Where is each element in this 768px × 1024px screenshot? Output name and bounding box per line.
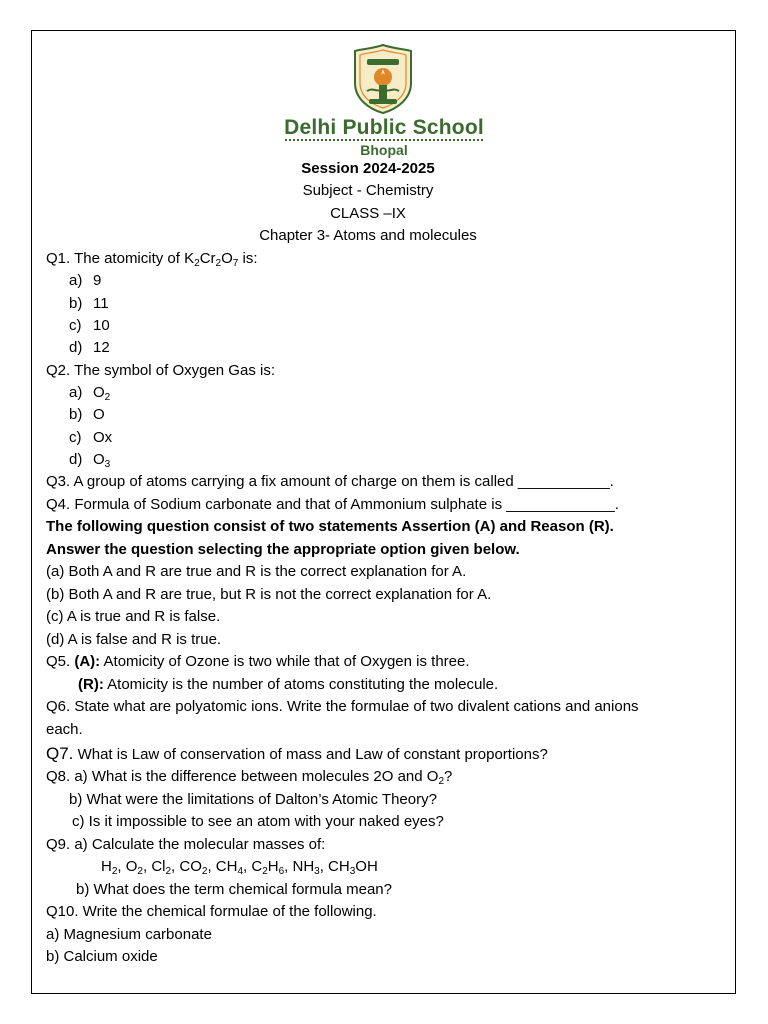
formula: , O [117,858,138,875]
question-3: Q3. A group of atoms carrying a fix amount of charge on them is called ___________. [46,473,614,490]
formula: OH [355,858,378,875]
school-logo-icon [353,43,413,115]
option-text: Ox [93,429,113,446]
reason-text: Atomicity is the number of atoms constituting the molecule. [103,676,499,693]
school-name-underline [285,139,483,141]
question-9b: b) What does the term chemical formula mean? [76,881,392,898]
class-title: CLASS –IX [330,205,406,222]
formula: , CO [171,858,202,875]
q2-option-a [69,384,111,403]
subscript: 4 [237,866,244,877]
subscript: 2 [111,866,118,877]
question-10a: a) Magnesium carbonate [46,926,212,943]
formula-base: O [93,451,105,468]
ar-instruction-line-2: Answer the question selecting the appropriate option given below. [46,541,520,558]
option-text [93,384,110,401]
q8a-text-end: ? [444,768,453,785]
reason-tag: (R): [78,676,104,693]
question-6-line-1: Q6. State what are polyatomic ions. Write the formulae of two divalent cations and anions [46,698,639,715]
question-8b: b) What were the limitations of Dalton’s Atomic Theory? [69,791,437,808]
option-text: 12 [93,339,110,356]
school-name: Delhi Public School [284,116,484,139]
school-city: Bhopal [360,142,408,158]
subscript: 3 [104,459,111,470]
formula: , NH [284,858,315,875]
q2-option-b [69,406,105,423]
formula-base: O [93,384,105,401]
option-letter: c) [69,429,82,446]
option-letter: d) [69,451,83,468]
ar-option-b: (b) Both A and R are true, but R is not the correct explanation for A. [46,586,492,603]
question-9a: Q9. a) Calculate the molecular masses of: [46,836,326,853]
q1-option-a [69,272,102,289]
option-text: 11 [93,295,109,312]
question-10b: b) Calcium oxide [46,948,158,965]
q2-option-c [69,429,113,446]
question-6-line-2: each. [46,721,83,738]
subject-title: Subject - Chemistry [302,182,434,199]
question-4: Q4. Formula of Sodium carbonate and that of Ammonium sulphate is _____________. [46,496,619,513]
subscript: 2 [165,866,172,877]
q1-formula-part: Cr [199,250,216,267]
question-5-assertion [46,653,470,670]
subscript: 2 [262,866,268,877]
question-8a [46,768,452,785]
question-2: Q2. The symbol of Oxygen Gas is: [46,362,275,379]
session-title: Session 2024-2025 [301,160,435,177]
subscript: 2 [137,866,143,877]
option-letter: c) [69,317,82,334]
question-7 [46,744,548,764]
ar-option-d: (d) A is false and R is true. [46,631,222,648]
q1-option-b [69,295,109,312]
option-letter: b) [69,295,83,312]
subscript: 3 [314,866,320,877]
ar-option-a: (a) Both A and R are true and R is the correct explanation for A. [46,563,467,580]
question-5-reason [78,676,498,693]
subscript: 2 [201,866,208,877]
option-letter: d) [69,339,83,356]
q7-label: Q7. [46,744,74,763]
assertion-tag: (A): [74,653,101,670]
option-letter: b) [69,406,83,423]
formula: H [267,858,279,875]
subscript: 2 [438,776,444,787]
q1-text: Q1. The atomicity of K [46,250,195,267]
question-1 [46,250,257,267]
q2-option-d [69,451,111,470]
formula: , CH [319,858,350,875]
question-10: Q10. Write the chemical formulae of the following. [46,903,377,920]
formula: H [101,858,112,875]
q1-text-end: is: [238,250,258,267]
option-text [93,451,110,468]
option-text: 10 [93,317,110,334]
ar-instruction-line-1: The following question consist of two statements Assertion (A) and Reason (R). [46,518,614,535]
q5-label: Q5. [46,653,75,670]
chapter-title: Chapter 3- Atoms and molecules [259,227,477,244]
q7-text: What is Law of conservation of mass and Law of constant proportions? [73,746,548,763]
q1-option-d [69,339,110,356]
subscript: 2 [215,258,222,269]
formula: , C [243,858,263,875]
formula: , CH [207,858,238,875]
q1-option-c [69,317,110,334]
q8a-text: Q8. a) What is the difference between molecules 2O and O [46,768,439,785]
option-text: 9 [93,272,102,289]
option-letter: a) [69,384,83,401]
q1-formula-part: O [221,250,233,267]
subscript: 3 [349,866,356,877]
subscript: 2 [104,392,111,403]
subscript: 7 [232,258,239,269]
formula-list [101,858,378,875]
subscript: 6 [278,866,285,877]
question-8c: c) Is it impossible to see an atom with your naked eyes? [72,813,444,830]
option-text: O [93,406,105,423]
subscript: 2 [194,258,200,269]
assertion-text: Atomicity of Ozone is two while that of Oxygen is three. [100,653,470,670]
ar-option-c: (c) A is true and R is false. [46,608,221,625]
option-letter: a) [69,272,83,289]
formula: , Cl [142,858,166,875]
